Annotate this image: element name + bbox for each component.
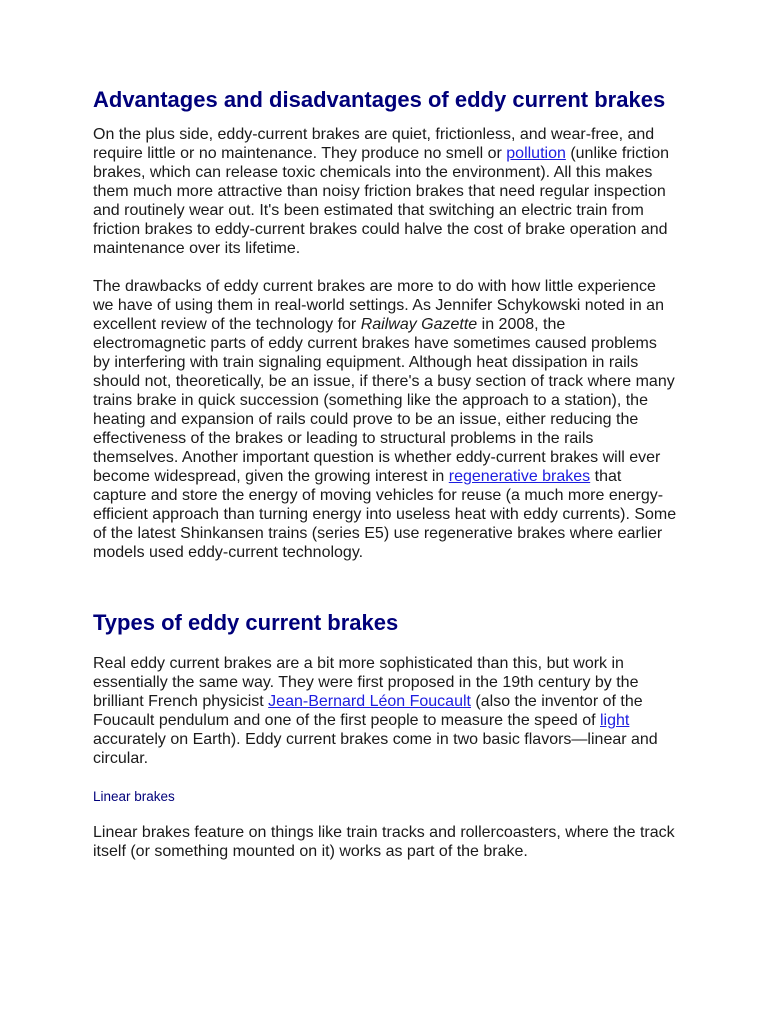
text-segment: On the plus side, eddy-current brakes are quiet, frictionless, and wear-free, and require little or no maintenance. They produce no smell or xyxy=(93,126,655,162)
article-page xyxy=(93,86,678,861)
foucault-link[interactable]: Jean-Bernard Léon Foucault xyxy=(268,693,471,710)
regenerative-brakes-link[interactable]: regenerative brakes xyxy=(448,468,591,485)
pollution-link[interactable]: pollution xyxy=(506,145,566,162)
paragraph-drawbacks xyxy=(93,277,678,562)
section-heading-types: Types of eddy current brakes xyxy=(93,610,399,635)
section-heading-advantages: Advantages and disadvantages of eddy current brakes xyxy=(93,87,666,112)
text-segment: Real eddy current brakes are a bit more sophisticated than this, but work in essentially the same way. They were first proposed in the 19th century by the brilliant French physicist xyxy=(93,655,639,710)
paragraph-linear-brakes: Linear brakes feature on things like train tracks and rollercoasters, where the track itself (or something mounted on it) works as part of the brake. xyxy=(93,824,675,860)
subheading-linear-brakes: Linear brakes xyxy=(93,789,175,804)
text-segment: (unlike friction brakes, which can release toxic chemicals into the environment). All this makes them much more attractive than noisy friction brakes that need regular inspection and routinely wear out. It's been estimated that switching an electric train from friction brakes to eddy-current brakes could halve the cost of brake operation and maintenance over its lifetime. xyxy=(93,145,670,257)
text-segment: (also the inventor of the Foucault pendulum and one of the first people to measure the speed of xyxy=(93,693,643,729)
text-segment: that capture and store the energy of moving vehicles for reuse (a much more energy-efficient approach than turning energy into useless heat with eddy currents). Some of the latest Shinkansen trains (series E5) use regenerative brakes where earlier models used eddy-current technology. xyxy=(93,468,677,561)
publication-title: Railway Gazette xyxy=(360,316,478,333)
text-segment: accurately on Earth). Eddy current brakes come in two basic flavors—linear and circular. xyxy=(93,731,658,767)
text-segment: The drawbacks of eddy current brakes are more to do with how little experience we have of using them in real-world settings. As Jennifer Schykowski noted in an excellent review of the technology for xyxy=(93,278,664,333)
paragraph-types xyxy=(93,654,678,768)
text-segment: in 2008, the electromagnetic parts of eddy current brakes have sometimes caused problems by interfering with train signaling equipment. Although heat dissipation in rails should not, theoretically, be an issue, if there's a busy section of track where many trains brake in quick succession (something like the approach to a station), the heating and expansion of rails could prove to be an issue, either reducing the effectiveness of the brakes or leading to structural problems in the rails themselves. Another important question is whether eddy-current brakes will ever become widespread, given the growing interest in xyxy=(93,316,675,485)
light-link[interactable]: light xyxy=(600,712,630,729)
paragraph-advantages xyxy=(93,125,678,258)
